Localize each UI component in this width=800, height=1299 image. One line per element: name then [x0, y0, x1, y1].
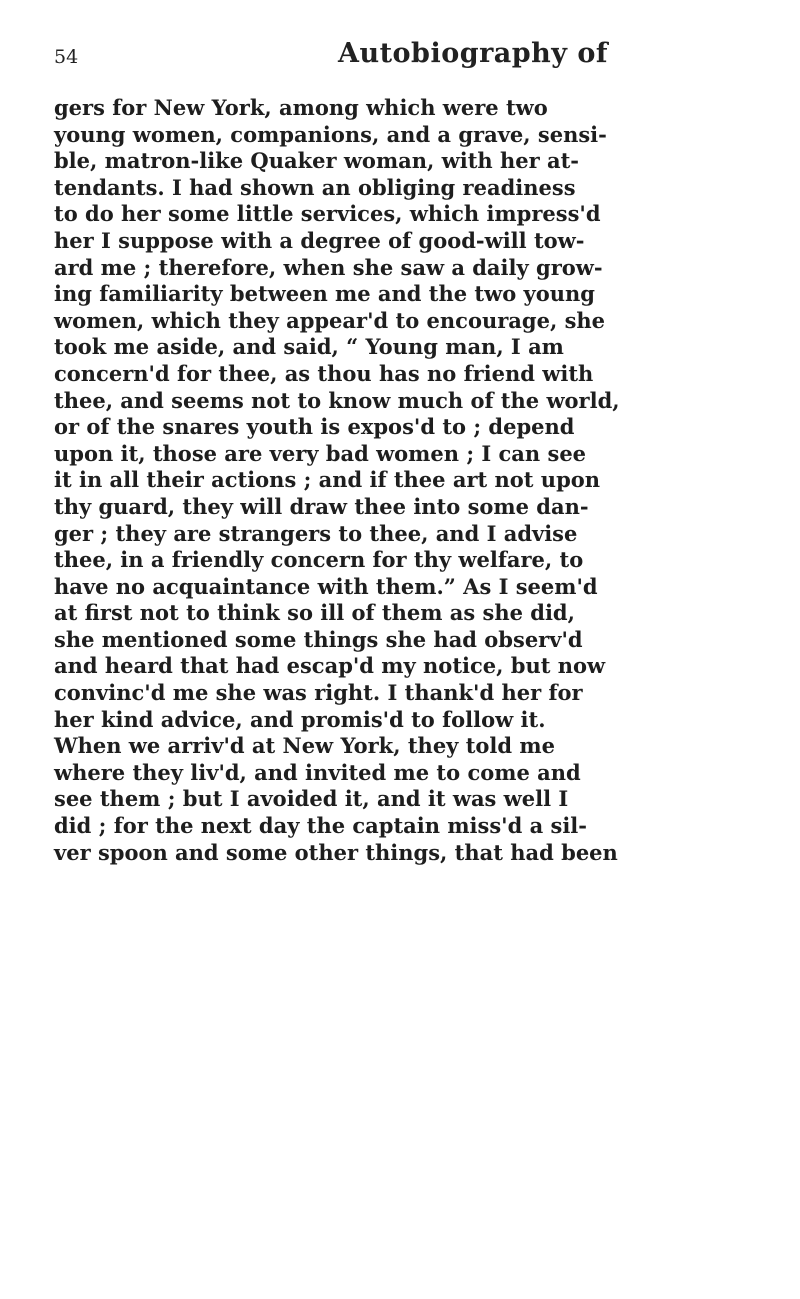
text-line: did ; for the next day the captain miss'd a sil-: [54, 813, 587, 839]
text-line: ard me ; therefore, when she saw a daily grow-: [54, 254, 603, 280]
text-line: thee, in a friendly concern for thy welfare, to: [54, 547, 584, 573]
text-line: thy guard, they will draw thee into some dan-: [54, 493, 589, 519]
text-line: have no acquaintance with them.” As I seem'd: [54, 573, 598, 599]
text-line: gers for New York, among which were two: [54, 95, 548, 120]
text-line: upon it, those are very bad women ; I can see: [54, 440, 587, 466]
text-line: ble, matron-like Quaker woman, with her at-: [54, 148, 580, 174]
running-head: Autobiography of: [338, 38, 609, 69]
text-line: women, which they appear'd to encourage, she: [54, 307, 606, 333]
text-line: convinc'd me she was right. I thank'd her for: [54, 680, 583, 706]
text-line: where they liv'd, and invited me to come and: [54, 759, 581, 785]
page-number: 54: [54, 46, 79, 68]
text-line: ver spoon and some other things, that had been: [54, 839, 618, 865]
body-text: [54, 95, 794, 866]
text-line: she mentioned some things she had observ'd: [54, 626, 583, 652]
text-line: ger ; they are strangers to thee, and I advise: [54, 520, 578, 546]
text-line: see them ; but I avoided it, and it was well I: [54, 786, 569, 812]
text-line: ing familiarity between me and the two young: [54, 281, 595, 307]
text-line: or of the snares youth is expos'd to ; depend: [54, 414, 575, 440]
text-line: at first not to think so ill of them as she did,: [54, 600, 575, 626]
text-line: took me aside, and said, “ Young man, I am: [54, 334, 564, 360]
text-line: thee, and seems not to know much of the world,: [54, 387, 620, 413]
text-line: her kind advice, and promis'd to follow it.: [54, 706, 546, 732]
text-line: to do her some little services, which impress'd: [54, 201, 601, 227]
text-line: concern'd for thee, as thou has no friend with: [54, 360, 594, 386]
text-line: and heard that had escap'd my notice, but now: [54, 653, 606, 679]
text-line: her I suppose with a degree of good-will tow-: [54, 227, 585, 253]
page-header: [54, 38, 760, 74]
text-line: young women, companions, and a grave, sensi-: [54, 121, 607, 147]
text-line: tendants. I had shown an obliging readiness: [54, 174, 576, 200]
text-line: When we arriv'd at New York, they told me: [54, 733, 555, 759]
text-line: it in all their actions ; and if thee art not upon: [54, 467, 601, 493]
